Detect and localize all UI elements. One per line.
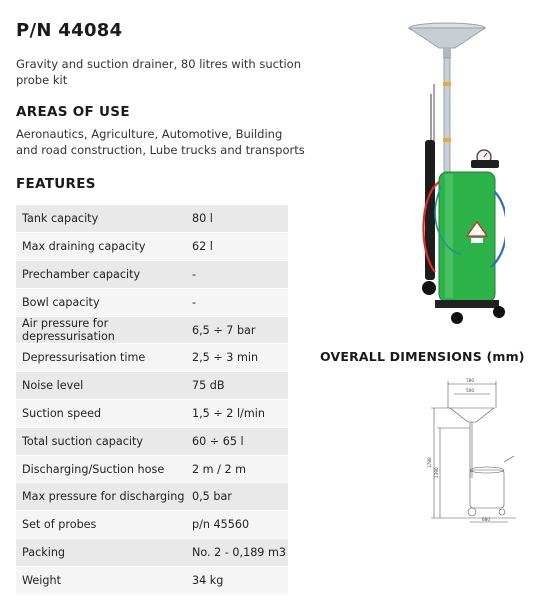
- product-description: Gravity and suction drainer, 80 litres with suction probe kit: [16, 57, 301, 87]
- feature-label: Max pressure for discharging: [16, 483, 186, 511]
- feature-value: No. 2 - 0,189 m3: [186, 539, 288, 567]
- feature-label: Weight: [16, 566, 186, 594]
- feature-value: 2 m / 2 m: [186, 455, 288, 483]
- table-row: [16, 372, 288, 400]
- dim-base-width: 680: [482, 517, 490, 522]
- table-row: [16, 288, 288, 316]
- table-row: [16, 455, 288, 483]
- table-row: [16, 344, 288, 372]
- feature-value: 80 l: [186, 205, 288, 233]
- dimensions-drawing: [426, 378, 516, 523]
- product-image: [405, 22, 505, 332]
- dim-bowl-width: 500: [466, 388, 474, 393]
- table-row: [16, 261, 288, 289]
- feature-label: Packing: [16, 539, 186, 567]
- feature-label: Set of probes: [16, 511, 186, 539]
- feature-label: Air pressure for depressurisation: [16, 316, 186, 344]
- table-row: [16, 539, 288, 567]
- feature-value: p/n 45560: [186, 511, 288, 539]
- dim-top-width: 780: [466, 378, 474, 383]
- areas-of-use-text: Aeronautics, Agriculture, Automotive, Building and road construction, Lube trucks and transports: [16, 127, 305, 157]
- features-table: [16, 205, 288, 595]
- feature-label: Tank capacity: [16, 205, 186, 233]
- feature-value: -: [186, 261, 288, 289]
- part-number-title: P/N 44084: [16, 20, 123, 41]
- table-row: [16, 400, 288, 428]
- feature-value: 0,5 bar: [186, 483, 288, 511]
- feature-value: 34 kg: [186, 566, 288, 594]
- table-row: [16, 566, 288, 594]
- areas-of-use-heading: AREAS OF USE: [16, 104, 130, 120]
- feature-label: Max draining capacity: [16, 233, 186, 261]
- feature-value: 62 l: [186, 233, 288, 261]
- feature-value: 6,5 ÷ 7 bar: [186, 316, 288, 344]
- table-row: [16, 511, 288, 539]
- dim-height-min: 1390: [434, 467, 439, 478]
- table-row: [16, 205, 288, 233]
- table-row: [16, 427, 288, 455]
- feature-label: Prechamber capacity: [16, 261, 186, 289]
- feature-label: Depressurisation time: [16, 344, 186, 372]
- feature-label: Bowl capacity: [16, 288, 186, 316]
- feature-label: Total suction capacity: [16, 427, 186, 455]
- dim-height-max: 1780: [427, 457, 432, 468]
- feature-value: 75 dB: [186, 372, 288, 400]
- feature-label: Noise level: [16, 372, 186, 400]
- feature-value: -: [186, 288, 288, 316]
- table-row: [16, 233, 288, 261]
- table-row: [16, 316, 288, 344]
- feature-value: 1,5 ÷ 2 l/min: [186, 400, 288, 428]
- table-row: [16, 483, 288, 511]
- feature-value: 2,5 ÷ 3 min: [186, 344, 288, 372]
- overall-dimensions-heading: OVERALL DIMENSIONS (mm): [320, 349, 525, 364]
- features-heading: FEATURES: [16, 176, 96, 192]
- feature-label: Discharging/Suction hose: [16, 455, 186, 483]
- feature-label: Suction speed: [16, 400, 186, 428]
- feature-value: 60 ÷ 65 l: [186, 427, 288, 455]
